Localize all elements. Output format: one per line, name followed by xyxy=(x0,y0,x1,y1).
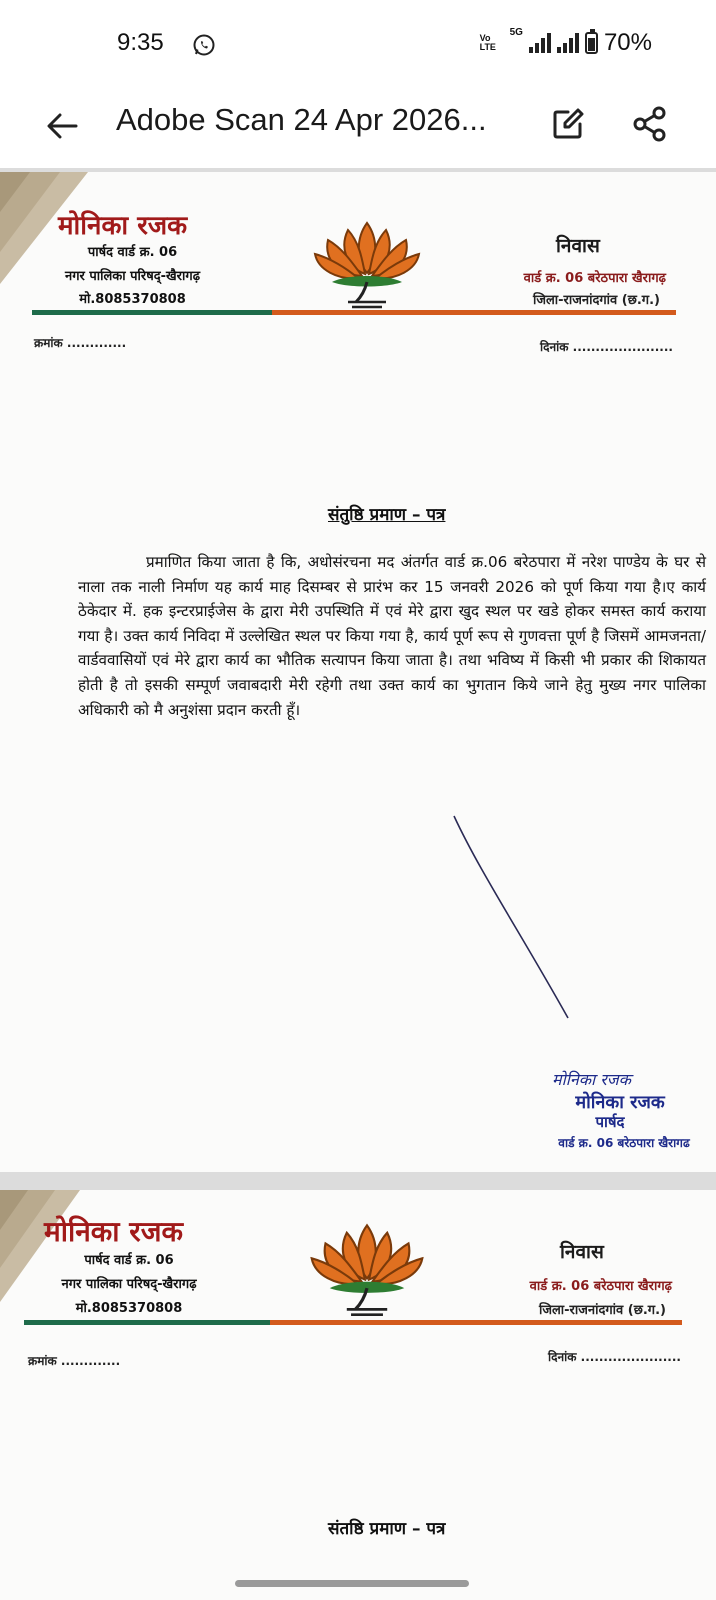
document-viewer[interactable] xyxy=(0,168,716,1600)
reference-number: क्रमांक ............. xyxy=(28,1354,121,1368)
battery-percent: 70% xyxy=(603,29,652,56)
certificate-heading: संतष्ठि प्रमाण – पत्र xyxy=(328,1519,446,1539)
back-arrow-icon[interactable] xyxy=(42,106,82,146)
reference-number: क्रमांक ............. xyxy=(34,336,127,350)
signal-icon xyxy=(557,33,579,53)
letterhead-mobile: मो.8085370808 xyxy=(75,1301,183,1316)
letterhead-mobile: मो.8085370808 xyxy=(79,292,186,307)
stamp-name: मोनिका रजक xyxy=(575,1092,665,1113)
letterhead-rule-green xyxy=(32,310,272,315)
residence-address: वार्ड क्र. 06 बरेठपारा खैरागढ़ xyxy=(523,271,666,286)
residence-district: जिला-राजनांदगांव (छ.ग.) xyxy=(532,293,660,308)
status-icons xyxy=(480,29,652,57)
residence-title: निवास xyxy=(560,1241,604,1263)
app-bar xyxy=(0,88,716,168)
certificate-heading: संतुष्ठि प्रमाण – पत्र xyxy=(328,505,446,525)
date-field: दिनांक ...................... xyxy=(548,1350,681,1364)
whatsapp-icon xyxy=(192,33,216,57)
certificate-paragraph: प्रमाणित किया जाता है कि, अधोसंरचना मद अंतर्गत वार्ड क्र.06 बरेठपारा में नरेश पाण्डेय के घर से नाला तक नाली निर्माण यह कार्य माह दिसम्बर से प्रारंभ कर 15 जनवरी 2026 को पूर्ण किया गया है।ए कार्य ठेकेदार में. हक इन्टरप्राईजेस के द्वारा मेरी उपस्थिति में एवं मेरे द्वारा खुद स्थल पर खडे होकर समस्त कार्य कराया गया है। उक्त कार्य निविदा में उल्लेखित स्थल पर किया गया है, कार्य पूर्ण रूप से गुणवत्ता पूर्ण है जिसमें आमजनता/वार्डववासियों एवं मेरे द्वारा कार्य का भौतिक सत्यापन किया जाता है। तथा भविष्य में किसी भी प्रकार की शिकायत होती है तो इसकी सम्पूर्ण जवाबदारी मेरी रहेगी तथा उक्त कार्य का भुगतान किये जाने हेतु मुख्य नगर पालिका अधिकारी को मै अनुशंसा प्रदान करती हूँ। xyxy=(78,553,706,719)
letterhead-rule-saffron xyxy=(272,310,676,315)
scanned-page-1 xyxy=(0,172,716,1172)
letterhead-name: मोनिका रजक xyxy=(44,1215,184,1248)
letterhead-designation: पार्षद वार्ड क्र. 06 xyxy=(84,1253,174,1268)
residence-district: जिला-राजनांदगांव (छ.ग.) xyxy=(538,1303,666,1318)
battery-icon xyxy=(585,32,598,54)
residence-title: निवास xyxy=(556,235,600,257)
letterhead-rule-saffron xyxy=(270,1320,682,1325)
lotus-logo xyxy=(308,1220,426,1320)
signature-stroke xyxy=(450,812,580,1022)
share-icon[interactable] xyxy=(630,104,670,144)
document-title: Adobe Scan 24 Apr 2026... xyxy=(116,102,487,137)
lotus-logo xyxy=(312,218,422,312)
status-bar xyxy=(0,0,716,88)
certificate-body xyxy=(78,550,706,722)
letterhead-council: नगर पालिका परिषद्-खैरागढ़ xyxy=(64,269,201,284)
volte-label: Vo LTE xyxy=(479,33,496,52)
letterhead-name: मोनिका रजक xyxy=(58,211,188,241)
date-field: दिनांक ...................... xyxy=(540,340,673,354)
edit-icon[interactable] xyxy=(548,104,588,144)
network-type: 5G xyxy=(509,27,523,38)
residence-address: वार्ड क्र. 06 बरेठपारा खैरागढ़ xyxy=(529,1279,672,1294)
letterhead-designation: पार्षद वार्ड क्र. 06 xyxy=(87,245,178,260)
gesture-home-bar[interactable] xyxy=(235,1580,469,1587)
scanned-page-2 xyxy=(0,1190,716,1600)
letterhead-rule-green xyxy=(24,1320,270,1325)
signal-icon xyxy=(529,33,551,53)
letterhead-council: नगर पालिका परिषद्-खैरागढ़ xyxy=(61,1277,197,1292)
handwritten-signature: मोनिका रजक xyxy=(552,1070,631,1089)
clock: 9:35 xyxy=(117,29,164,56)
stamp-ward: वार्ड क्र. 06 बरेठपारा खैरागढ xyxy=(558,1136,690,1150)
stamp-designation: पार्षद xyxy=(595,1113,625,1131)
